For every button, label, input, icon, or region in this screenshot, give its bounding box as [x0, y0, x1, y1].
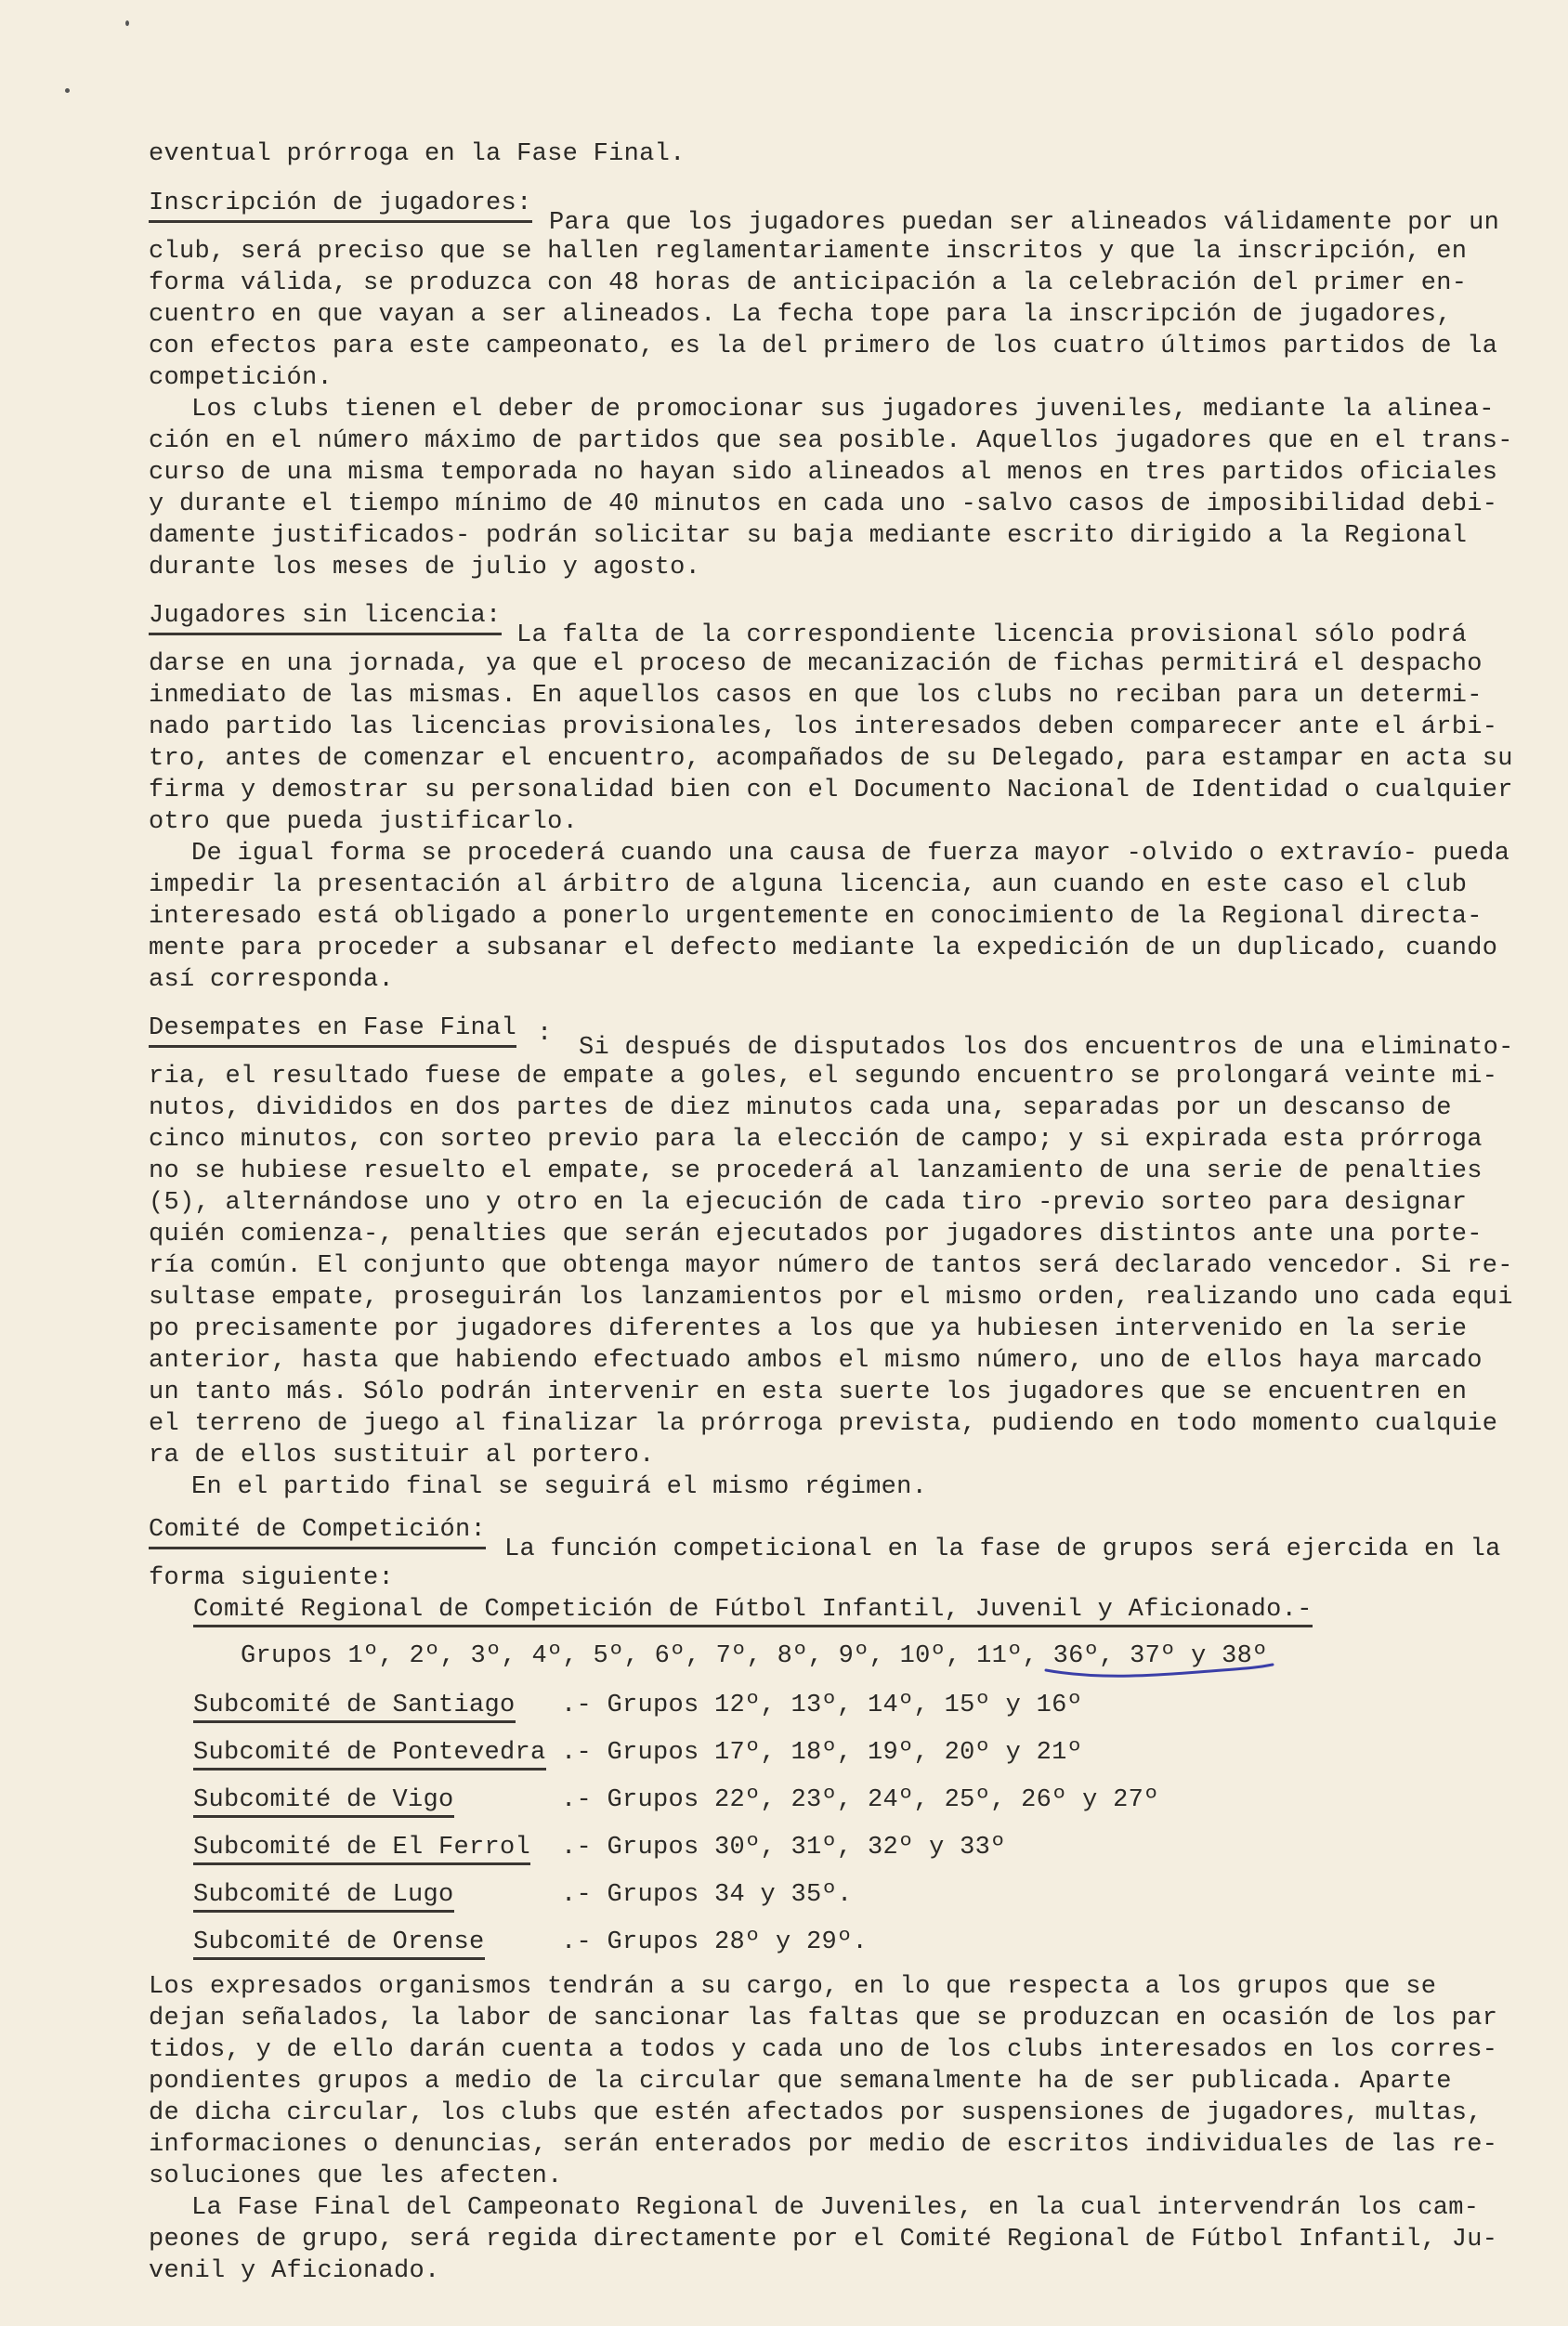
subcommittee-name: Subcomité de Santiago [193, 1692, 516, 1723]
paragraphs [149, 648, 1523, 996]
lead-line: Para que los jugadores puedan ser alineados válidamente por un [549, 209, 1500, 237]
text-line: cinco minutos, con sorteo previo para la elección de campo; y si expirada esta prórroga [149, 1126, 1483, 1154]
text-line: anterior, hasta que habiendo efectuado ambos el mismo número, uno de ellos haya marcado [149, 1347, 1483, 1375]
subcommittee-groups: .- Grupos 22º, 23º, 24º, 25º, 26º y 27º [561, 1786, 1159, 1814]
text-line: de dicha circular, los clubs que estén afectados por suspensiones de jugadores, multas, [149, 2099, 1483, 2127]
heading-colon: : [537, 1020, 553, 1048]
subcommittee-row [149, 1784, 1523, 1832]
subcommittee-groups: .- Grupos 12º, 13º, 14º, 15º y 16º [561, 1692, 1083, 1719]
regional-committee-title: Comité Regional de Competición de Fútbol Infantil, Juvenil y Aficionado.- [193, 1596, 1313, 1627]
text-line: nutos, divididos en dos partes de diez minutos cada una, separadas por un descanso de [149, 1094, 1452, 1122]
text-line: eventual prórroga en la Fase Final. [149, 140, 686, 168]
lead-line: La falta de la correspondiente licencia provisional sólo podrá [516, 621, 1468, 649]
text-line: mente para proceder a subsanar el defecto mediante la expedición de un duplicado, cuando [149, 934, 1498, 962]
text-line: otro que pueda justificarlo. [149, 808, 579, 836]
text-line: el terreno de juego al finalizar la prórroga prevista, pudiendo en todo momento cualquie [149, 1410, 1498, 1438]
text-line: po precisamente por jugadores diferentes a los que ya hubiesen intervenido en la serie [149, 1315, 1468, 1343]
text-line: y durante el tiempo mínimo de 40 minutos en cada uno -salvo casos de imposibilidad debi- [149, 490, 1498, 518]
text-line: forma válida, se produzca con 48 horas de anticipación a la celebración del primer en- [149, 269, 1468, 297]
text-line: ría común. El conjunto que obtenga mayor número de tantos será declarado vencedor. Si re- [149, 1252, 1513, 1280]
subcommittee-row [149, 1832, 1523, 1879]
text-line: Los clubs tienen el deber de promocionar sus jugadores juveniles, mediante la alinea- [191, 396, 1495, 424]
subcommittee-row [149, 1737, 1523, 1784]
text-line: En el partido final se seguirá el mismo régimen. [191, 1473, 928, 1501]
text-line: soluciones que les afecten. [149, 2163, 563, 2190]
text-line: damente justificados- podrán solicitar su baja mediante escrito dirigido a la Regional [149, 522, 1468, 550]
text-line: competición. [149, 364, 333, 392]
text-line: La Fase Final del Campeonato Regional de Juveniles, en la cual intervendrán los cam- [191, 2194, 1480, 2222]
subcommittee-name: Subcomité de Lugo [193, 1881, 454, 1913]
text-line: impedir la presentación al árbitro de alguna licencia, aun cuando en este caso el club [149, 871, 1468, 899]
regional-committee-groups: Grupos 1º, 2º, 3º, 4º, 5º, 6º, 7º, 8º, 9º, 10º, 11º, 36º, 37º y 38º [241, 1642, 1268, 1670]
text-line: ción en el número máximo de partidos que sea posible. Aquellos jugadores que en el trans- [149, 427, 1513, 455]
text-line: cuentro en que vayan a ser alineados. La fecha tope para la inscripción de jugadores, [149, 301, 1452, 329]
inscripcion-section [149, 188, 1523, 583]
intro-section [149, 138, 1523, 170]
text-line: Los expresados organismos tendrán a su cargo, en lo que respecta a los grupos que se [149, 1973, 1437, 2001]
comite-section [149, 1514, 1523, 2287]
text-line: informaciones o denuncias, serán enterados por medio de escritos individuales de las re- [149, 2131, 1498, 2159]
text-line: darse en una jornada, ya que el proceso de mecanización de fichas permitirá el despacho [149, 650, 1483, 678]
paragraphs [149, 1061, 1523, 1503]
text-line: club, será preciso que se hallen reglamentariamente inscritos y que la inscripción, en [149, 238, 1468, 266]
text-line: inmediato de las mismas. En aquellos casos en que los clubs no reciban para un determi- [149, 682, 1483, 710]
section-heading: Jugadores sin licencia: [149, 600, 502, 635]
paragraphs [149, 236, 1523, 583]
text-line: nado partido las licencias provisionales, los interesados deben comparecer ante el árbi- [149, 713, 1498, 741]
subcommittee-row [149, 1927, 1523, 1971]
subcommittee-groups: .- Grupos 17º, 18º, 19º, 20º y 21º [561, 1739, 1083, 1767]
subcommittee-groups: .- Grupos 30º, 31º, 32º y 33º [561, 1834, 1006, 1862]
subcommittee-groups: .- Grupos 28º y 29º. [561, 1928, 869, 1956]
lead-line: La función competicional en la fase de grupos será ejercida en la [504, 1535, 1501, 1563]
text-line: ra de ellos sustituir al portero. [149, 1442, 655, 1470]
subcommittee-name: Subcomité de Pontevedra [193, 1739, 546, 1771]
text-line: venil y Aficionado. [149, 2257, 440, 2285]
text-line: durante los meses de julio y agosto. [149, 554, 701, 582]
pen-underline-mark [1040, 1661, 1282, 1683]
text-line: un tanto más. Sólo podrán intervenir en esta suerte los jugadores que se encuentren en [149, 1379, 1468, 1406]
ink-speck [125, 20, 129, 26]
subcommittee-list [149, 1690, 1523, 1971]
text-line: De igual forma se procederá cuando una causa de fuerza mayor -olvido o extravío- pueda [191, 840, 1510, 868]
subcommittee-name: Subcomité de Vigo [193, 1786, 454, 1818]
text-line: tro, antes de comenzar el encuentro, acompañados de su Delegado, para estampar en acta su [149, 745, 1513, 773]
text-line: (5), alternándose uno y otro en la ejecución de cada tiro -previo sorteo para designar [149, 1189, 1468, 1217]
section-heading: Desempates en Fase Final [149, 1013, 516, 1048]
licencia-section [149, 600, 1523, 996]
text-line: no se hubiese resuelto el empate, se procederá al lanzamiento de una serie de penalties [149, 1157, 1483, 1185]
subcommittee-row [149, 1879, 1523, 1927]
desempates-section [149, 1013, 1523, 1503]
text-line: ria, el resultado fuese de empate a goles, el segundo encuentro se prolongará veinte mi- [149, 1063, 1498, 1091]
text-line: dejan señalados, la labor de sancionar las faltas que se produzcan en ocasión de los par [149, 2005, 1498, 2032]
text-line: sultase empate, proseguirán los lanzamientos por el mismo orden, realizando uno cada equi [149, 1284, 1513, 1312]
text-line: forma siguiente: [149, 1564, 395, 1592]
text-line: así corresponda. [149, 966, 395, 994]
subcommittee-name: Subcomité de Orense [193, 1928, 485, 1960]
text-line: peones de grupo, será regida directamente por el Comité Regional de Fútbol Infantil, Ju- [149, 2226, 1498, 2254]
text-line: con efectos para este campeonato, es la del primero de los cuatro últimos partidos de la [149, 333, 1498, 360]
subcommittee-name: Subcomité de El Ferrol [193, 1834, 530, 1865]
section-heading: Comité de Competición: [149, 1514, 486, 1549]
text-line: tidos, y de ello darán cuenta a todos y cada uno de los clubs interesados en los corres- [149, 2036, 1498, 2064]
text-line: firma y demostrar su personalidad bien con el Documento Nacional de Identidad o cualquier [149, 777, 1513, 804]
subcommittee-row [149, 1690, 1523, 1737]
text-line: curso de una misma temporada no hayan sido alineados al menos en tres partidos oficiales [149, 459, 1498, 487]
section-heading: Inscripción de jugadores: [149, 188, 532, 223]
text-line: pondientes grupos a medio de la circular que semanalmente ha de ser publicada. Aparte [149, 2068, 1452, 2096]
lead-line: Si después de disputados los dos encuentros de una eliminato- [579, 1034, 1514, 1062]
subcommittee-groups: .- Grupos 34 y 35º. [561, 1881, 853, 1909]
text-line: quién comienza-, penalties que serán ejecutados por jugadores distintos ante una porte- [149, 1221, 1483, 1248]
paragraphs [149, 1971, 1523, 2287]
text-line: interesado está obligado a ponerlo urgentemente en conocimiento de la Regional directa- [149, 903, 1483, 931]
ink-speck [65, 88, 70, 93]
